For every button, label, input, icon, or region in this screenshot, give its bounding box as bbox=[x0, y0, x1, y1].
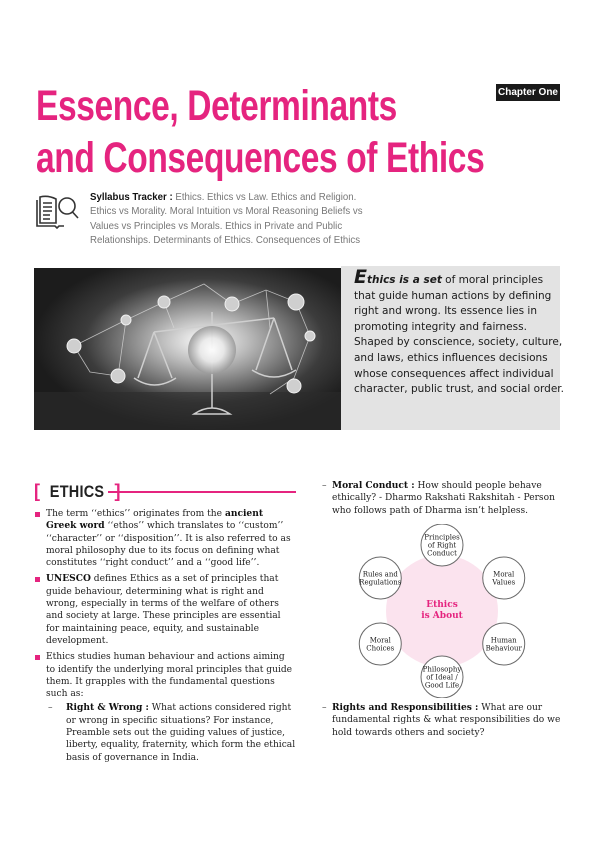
bullet-text: ‘‘ethos’’ which translates to ‘‘custom’’ ‘‘character’’ or ‘‘disposition’’. It is also referred to as moral philosophy due to its focus on defining what constitutes ‘‘right conduct’’ and a ‘‘good life’’. bbox=[46, 521, 291, 569]
bullet-text: The term ‘‘ethics’’ originates from the bbox=[46, 509, 225, 519]
diagram-node-label: Human Behaviour bbox=[485, 636, 522, 653]
diagram-node bbox=[359, 623, 401, 665]
syllabus-label: Syllabus Tracker : bbox=[90, 191, 173, 203]
diagram-center-label: Ethics is About bbox=[421, 600, 463, 621]
chapter-title-line-1: Essence, Determinants bbox=[36, 82, 397, 130]
diagram-node-label: Philosophy of Ideal / Good Life bbox=[422, 665, 462, 690]
diagram-node bbox=[421, 656, 463, 698]
section-rule bbox=[108, 491, 296, 493]
diagram-node bbox=[421, 524, 463, 566]
diagram-node-label: Principles of Right Conduct bbox=[424, 533, 460, 558]
diagram-node bbox=[483, 623, 525, 665]
sub-item-text: What actions considered right or wrong in specific situations? For instance, Preamble sets out the guiding values of justice, liberty, equality, fraternity, which form the ethical basis of governance in India. bbox=[66, 703, 296, 763]
intro-body: of moral principles that guide human actions by defining right and wrong. Its essence lies in promoting integrity and fairness. Shaped by conscience, society, culture, and laws, ethics influences decisions whose consequences affect individual character, public trust, and social order. bbox=[354, 274, 564, 396]
item-text: How should people behave ethically? - Dharmo Rakshati Rakshitah - Person who follows path of Dharma isn’t helpless. bbox=[332, 481, 555, 516]
item-text: What are our fundamental rights & what responsibilities do we hold towards others and society? bbox=[332, 703, 561, 738]
bullet-bold: ancient Greek word bbox=[46, 508, 264, 532]
bullet-unesco bbox=[34, 573, 296, 647]
ethics-diagram bbox=[336, 524, 548, 698]
sub-item-bold: Right & Wrong : bbox=[66, 702, 149, 714]
bullet-text: defines Ethics as a set of principles that guide behaviour, determining what is right and wrong, especially in terms of the welfare of others and society at large. These principles are essential for maintaining peace, equity, and sustainable development. bbox=[46, 574, 281, 646]
hero-image bbox=[34, 268, 344, 430]
item-bold: Rights and Responsibilities : bbox=[332, 702, 479, 713]
book-magnifier-icon bbox=[34, 190, 80, 234]
chapter-tag: Chapter One bbox=[496, 84, 560, 101]
intro-lead: thics is a set bbox=[366, 274, 442, 286]
scales-of-justice-image bbox=[34, 268, 344, 430]
diagram-node-label: Moral Values bbox=[492, 570, 516, 587]
item-bold: Moral Conduct : bbox=[332, 480, 415, 491]
diagram-node-label: Moral Choices bbox=[366, 636, 395, 653]
chapter-title-line-2: and Consequences of Ethics bbox=[36, 134, 485, 182]
section-bracket-open: [ bbox=[34, 481, 41, 501]
sub-item-right-wrong bbox=[46, 702, 296, 763]
left-column bbox=[34, 508, 296, 768]
diagram-node-label: Rules and Regulations bbox=[359, 570, 402, 587]
syllabus-text: Ethics. Ethics vs Law. Ethics and Religion. Ethics vs Morality. Moral Intuition vs Moral Reasoning Beliefs vs Values vs Principles vs Morals. Ethics in Private and Public Relationships. Determinants of Ethics. Consequences of Ethics bbox=[90, 191, 363, 247]
intro-dropcap: E bbox=[354, 266, 367, 288]
bullet-ethics-origin bbox=[34, 508, 296, 569]
chapter-title bbox=[36, 80, 485, 184]
bullet-ethics-studies bbox=[34, 651, 296, 764]
bullet-bold: UNESCO bbox=[46, 573, 91, 585]
syllabus-tracker bbox=[90, 190, 384, 248]
intro-text bbox=[354, 266, 564, 398]
bullet-text: Ethics studies human behaviour and actions aiming to identify the underlying moral principles that guide them. It grapples with the fundamental questions such as: bbox=[46, 652, 293, 700]
diagram-node bbox=[359, 557, 402, 599]
diagram-node bbox=[483, 557, 525, 599]
section-title: ETHICS bbox=[50, 482, 105, 501]
item-moral-conduct bbox=[322, 480, 564, 517]
item-rights-responsibilities bbox=[322, 702, 564, 739]
